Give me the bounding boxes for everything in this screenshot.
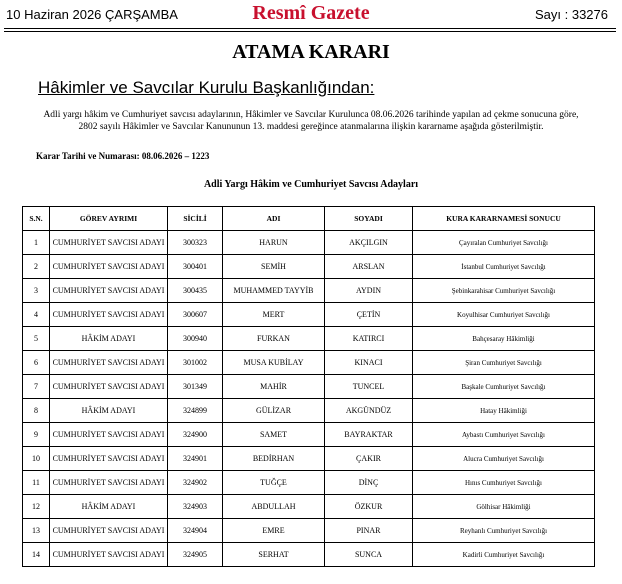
col-header-surname: SOYADI <box>325 207 413 231</box>
cell-role: CUMHURİYET SAVCISI ADAYI <box>50 519 168 543</box>
cell-result: Hatay Hâkimliği <box>413 399 595 423</box>
table-row <box>23 255 595 279</box>
cell-surname: KATIRCI <box>325 327 413 351</box>
cell-sicil: 300401 <box>168 255 223 279</box>
cell-sn: 13 <box>23 519 50 543</box>
cell-name: GÜLİZAR <box>223 399 325 423</box>
intro-line-2: 2802 sayılı Hâkimler ve Savcılar Kanununun 13. maddesi gereğince atanmalarına ilişkin kararname aşağıda gösterilmiştir. <box>78 122 544 132</box>
cell-sn: 5 <box>23 327 50 351</box>
cell-name: MUHAMMED TAYYİB <box>223 279 325 303</box>
cell-name: HARUN <box>223 231 325 255</box>
col-header-role: GÖREV AYRIMI <box>50 207 168 231</box>
gazette-title: Resmî Gazete <box>252 2 370 24</box>
cell-name: SEMİH <box>223 255 325 279</box>
cell-sn: 6 <box>23 351 50 375</box>
cell-name: EMRE <box>223 519 325 543</box>
cell-name: MUSA KUBİLAY <box>223 351 325 375</box>
cell-role: CUMHURİYET SAVCISI ADAYI <box>50 471 168 495</box>
cell-sn: 12 <box>23 495 50 519</box>
cell-sn: 7 <box>23 375 50 399</box>
cell-sicil: 324905 <box>168 543 223 567</box>
col-header-result: KURA KARARNAMESİ SONUCU <box>413 207 595 231</box>
cell-sicil: 324900 <box>168 423 223 447</box>
cell-role: CUMHURİYET SAVCISI ADAYI <box>50 423 168 447</box>
cell-role: CUMHURİYET SAVCISI ADAYI <box>50 231 168 255</box>
header-rule-top <box>4 28 616 29</box>
cell-sn: 2 <box>23 255 50 279</box>
cell-surname: BAYRAKTAR <box>325 423 413 447</box>
table-row <box>23 543 595 567</box>
table-row <box>23 495 595 519</box>
cell-surname: ARSLAN <box>325 255 413 279</box>
cell-sn: 3 <box>23 279 50 303</box>
table-row <box>23 303 595 327</box>
cell-name: MAHİR <box>223 375 325 399</box>
cell-result: Bahçesaray Hâkimliği <box>413 327 595 351</box>
cell-role: CUMHURİYET SAVCISI ADAYI <box>50 279 168 303</box>
cell-surname: AYDIN <box>325 279 413 303</box>
cell-name: SERHAT <box>223 543 325 567</box>
table-row <box>23 423 595 447</box>
table-header-row <box>23 207 595 231</box>
cell-sicil: 301002 <box>168 351 223 375</box>
cell-surname: PINAR <box>325 519 413 543</box>
cell-result: Çayıralan Cumhuriyet Savcılığı <box>413 231 595 255</box>
cell-surname: ÇETİN <box>325 303 413 327</box>
table-row <box>23 327 595 351</box>
cell-role: CUMHURİYET SAVCISI ADAYI <box>50 375 168 399</box>
cell-name: FURKAN <box>223 327 325 351</box>
cell-sn: 11 <box>23 471 50 495</box>
cell-role: HÂKİM ADAYI <box>50 495 168 519</box>
table-row <box>23 447 595 471</box>
table-row <box>23 375 595 399</box>
intro-paragraph <box>0 109 622 133</box>
appointments-table <box>22 206 595 567</box>
cell-result: Şiran Cumhuriyet Savcılığı <box>413 351 595 375</box>
cell-role: CUMHURİYET SAVCISI ADAYI <box>50 303 168 327</box>
cell-result: Kadirli Cumhuriyet Savcılığı <box>413 543 595 567</box>
cell-result: Başkale Cumhuriyet Savcılığı <box>413 375 595 399</box>
cell-name: TUĞÇE <box>223 471 325 495</box>
cell-surname: ÇAKIR <box>325 447 413 471</box>
cell-surname: SUNCA <box>325 543 413 567</box>
cell-result: Aybastı Cumhuriyet Savcılığı <box>413 423 595 447</box>
institution-heading: Hâkimler ve Savcılar Kurulu Başkanlığından: <box>38 78 375 97</box>
cell-sicil: 300435 <box>168 279 223 303</box>
cell-role: CUMHURİYET SAVCISI ADAYI <box>50 447 168 471</box>
cell-sicil: 324901 <box>168 447 223 471</box>
cell-sicil: 300607 <box>168 303 223 327</box>
header-rule-bottom <box>4 31 616 32</box>
cell-sicil: 324899 <box>168 399 223 423</box>
table-row <box>23 231 595 255</box>
table-row <box>23 399 595 423</box>
cell-result: Şebinkarahisar Cumhuriyet Savcılığı <box>413 279 595 303</box>
cell-role: CUMHURİYET SAVCISI ADAYI <box>50 351 168 375</box>
issue-date: 10 Haziran 2026 ÇARŞAMBA <box>6 7 178 22</box>
cell-sn: 4 <box>23 303 50 327</box>
gazette-header <box>0 0 622 28</box>
decision-reference: Karar Tarihi ve Numarası: 08.06.2026 – 1223 <box>36 151 210 161</box>
cell-name: BEDİRHAN <box>223 447 325 471</box>
cell-surname: AKGÜNDÜZ <box>325 399 413 423</box>
cell-name: SAMET <box>223 423 325 447</box>
table-body <box>23 231 595 567</box>
table-row <box>23 279 595 303</box>
col-header-sn: S.N. <box>23 207 50 231</box>
cell-sicil: 301349 <box>168 375 223 399</box>
table-title: Adli Yargı Hâkim ve Cumhuriyet Savcısı Adayları <box>203 179 419 190</box>
cell-result: Gölhisar Hâkimliği <box>413 495 595 519</box>
cell-role: CUMHURİYET SAVCISI ADAYI <box>50 543 168 567</box>
cell-name: ABDULLAH <box>223 495 325 519</box>
cell-sicil: 300940 <box>168 327 223 351</box>
cell-sn: 10 <box>23 447 50 471</box>
cell-name: MERT <box>223 303 325 327</box>
cell-sn: 8 <box>23 399 50 423</box>
cell-role: HÂKİM ADAYI <box>50 327 168 351</box>
cell-surname: TUNCEL <box>325 375 413 399</box>
cell-sicil: 324903 <box>168 495 223 519</box>
table-row <box>23 519 595 543</box>
cell-result: Alucra Cumhuriyet Savcılığı <box>413 447 595 471</box>
cell-sicil: 300323 <box>168 231 223 255</box>
cell-surname: ÖZKUR <box>325 495 413 519</box>
cell-surname: DİNÇ <box>325 471 413 495</box>
document-title: ATAMA KARARI <box>232 41 390 63</box>
cell-result: Koyulhisar Cumhuriyet Savcılığı <box>413 303 595 327</box>
issue-number: Sayı : 33276 <box>535 7 608 22</box>
cell-role: CUMHURİYET SAVCISI ADAYI <box>50 255 168 279</box>
intro-line-1: Adli yargı hâkim ve Cumhuriyet savcısı adaylarının, Hâkimler ve Savcılar Kurulunca 08.06.2026 tarihinde yapılan ad çekme sonucuna göre, <box>43 110 579 120</box>
cell-result: Hınıs Cumhuriyet Savcılığı <box>413 471 595 495</box>
cell-role: HÂKİM ADAYI <box>50 399 168 423</box>
cell-sicil: 324902 <box>168 471 223 495</box>
cell-sicil: 324904 <box>168 519 223 543</box>
cell-sn: 1 <box>23 231 50 255</box>
table-row <box>23 471 595 495</box>
cell-result: İstanbul Cumhuriyet Savcılığı <box>413 255 595 279</box>
col-header-sicil: SİCİLİ <box>168 207 223 231</box>
table-row <box>23 351 595 375</box>
col-header-name: ADI <box>223 207 325 231</box>
cell-surname: KINACI <box>325 351 413 375</box>
cell-surname: AKÇILGIN <box>325 231 413 255</box>
cell-sn: 9 <box>23 423 50 447</box>
cell-sn: 14 <box>23 543 50 567</box>
cell-result: Reyhanlı Cumhuriyet Savcılığı <box>413 519 595 543</box>
